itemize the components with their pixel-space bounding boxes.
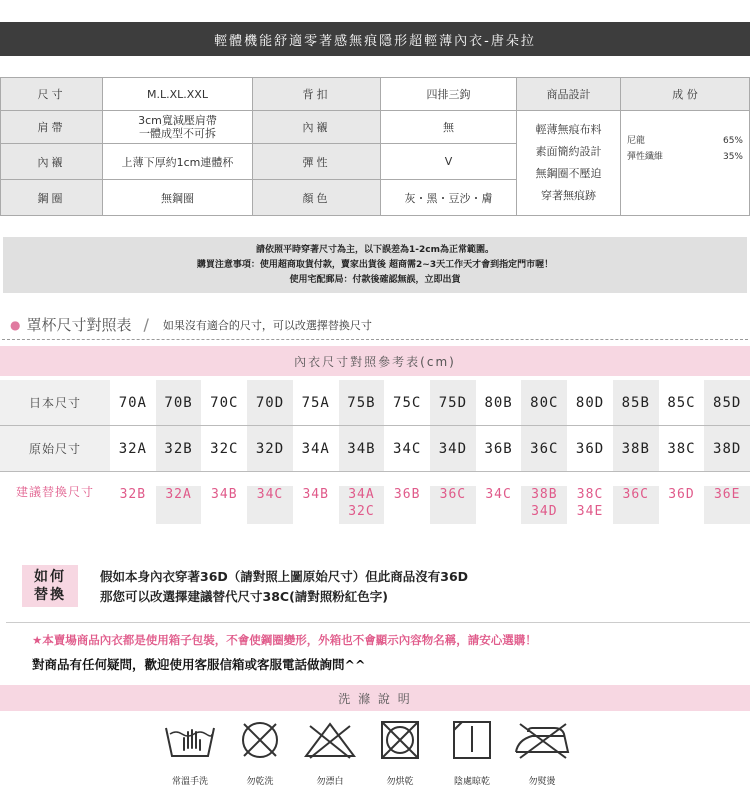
size-cells bbox=[110, 486, 750, 524]
spec-label: 顏色 bbox=[253, 180, 381, 216]
size-cell: 70D bbox=[247, 380, 293, 425]
dashed-divider bbox=[2, 339, 748, 340]
design-item: 無鋼圈不壓迫 bbox=[535, 167, 602, 180]
wash-title: 洗 滌 說 明 bbox=[0, 685, 750, 711]
size-cell: 34B bbox=[339, 426, 385, 471]
care-label: 勿漂白 bbox=[316, 777, 344, 787]
section-title: 罩杯尺寸對照表 bbox=[26, 316, 132, 334]
size-cell: 75B bbox=[339, 380, 385, 425]
spec-value: 無 bbox=[381, 111, 517, 144]
spec-label: 內襯 bbox=[253, 111, 381, 144]
size-cell: 36C bbox=[613, 486, 659, 524]
size-cell: 38C bbox=[667, 440, 696, 457]
no-bleach-icon bbox=[302, 720, 358, 760]
spec-value: 無鋼圈 bbox=[103, 180, 253, 216]
size-cell: 75A bbox=[301, 394, 330, 411]
size-row-jp bbox=[0, 380, 750, 426]
size-cell: 80C bbox=[521, 380, 567, 425]
size-cell: 38C 34E bbox=[576, 487, 604, 519]
size-cell: 85B bbox=[613, 380, 659, 425]
size-row-alt bbox=[0, 472, 750, 524]
size-cell: 36D bbox=[575, 440, 605, 457]
care-item bbox=[160, 720, 220, 787]
contact-note: 對商品有任何疑問，歡迎使用客服信箱或客服電話做詢問^^ bbox=[32, 657, 366, 672]
spec-value: 四排三鉤 bbox=[381, 78, 517, 111]
spec-label: 尺寸 bbox=[1, 78, 103, 111]
design-item: 素面簡約設計 bbox=[535, 145, 602, 158]
size-cell: 80B bbox=[484, 394, 513, 411]
size-cell: 75D bbox=[430, 380, 476, 425]
shade-dry-icon bbox=[450, 720, 494, 760]
spec-value-line: 3cm寬減壓肩帶 bbox=[138, 114, 217, 127]
size-table bbox=[0, 380, 750, 524]
design-header: 商品設計 bbox=[517, 78, 621, 111]
design-item: 輕薄無痕布料 bbox=[535, 123, 602, 136]
how-to-line: 那您可以改選擇建議替代尺寸38C(請對照粉紅色字) bbox=[100, 589, 388, 604]
section-subtitle: 如果沒有適合的尺寸，可以改選擇替換尺寸 bbox=[162, 318, 372, 332]
care-label: 勿乾洗 bbox=[246, 777, 274, 787]
size-cell: 34B bbox=[302, 487, 329, 502]
care-label: 勿熨燙 bbox=[528, 777, 556, 787]
size-row-orig bbox=[0, 426, 750, 472]
purchase-notice bbox=[3, 237, 747, 293]
size-cell: 32A bbox=[156, 486, 202, 524]
size-cell: 75C bbox=[393, 394, 422, 411]
design-item: 穿著無痕跡 bbox=[541, 189, 596, 202]
care-item bbox=[512, 720, 572, 787]
no-iron-icon bbox=[512, 720, 572, 760]
care-label: 陰處晾乾 bbox=[453, 777, 490, 787]
row-label: 日本尺寸 bbox=[0, 380, 110, 425]
no-dry-clean-icon bbox=[238, 720, 282, 760]
size-cell: 36C bbox=[521, 426, 567, 471]
size-cell: 38B bbox=[613, 426, 659, 471]
size-cell: 38B 34D bbox=[521, 486, 567, 524]
packaging-note: ★本賣場商品內衣都是使用箱子包裝，不會使鋼圈變形，外箱也不會顯示內容物名稱，請安心選購！ bbox=[32, 633, 537, 647]
care-label: 勿烘乾 bbox=[386, 777, 414, 787]
size-cell: 70C bbox=[210, 394, 239, 411]
row-label: 建議替換尺寸 bbox=[0, 472, 110, 510]
size-cell: 38D bbox=[704, 426, 750, 471]
spec-label: 背扣 bbox=[253, 78, 381, 111]
how-to-text bbox=[100, 567, 468, 607]
spec-value: M.L.XL.XXL bbox=[103, 78, 253, 111]
composition-list bbox=[621, 111, 750, 216]
how-to-line: 假如本身內衣穿著36D（請對照上圖原始尺寸）但此商品沒有36D bbox=[100, 569, 469, 584]
size-cells bbox=[110, 380, 750, 425]
spec-table bbox=[0, 77, 750, 216]
spec-value-line: 一體成型不可拆 bbox=[139, 127, 216, 140]
size-cells bbox=[110, 426, 750, 471]
care-item bbox=[370, 720, 430, 787]
size-cell: 34D bbox=[430, 426, 476, 471]
notice-line: 購買注意事項：使用超商取貨付款，賣家出貨後 超商需2~3天工作天才會到指定門市喔！ bbox=[196, 260, 554, 270]
size-cell: 85C bbox=[667, 394, 696, 411]
spec-value: 上薄下厚約1cm連體杯 bbox=[103, 144, 253, 180]
hand-wash-icon bbox=[162, 720, 218, 760]
size-cell: 34C bbox=[485, 487, 512, 502]
notice-line: 請依照平時穿著尺寸為主，以下誤差為1-2cm為正常範圍。 bbox=[256, 245, 494, 255]
size-cell: 32B bbox=[156, 426, 202, 471]
spec-label: 彈性 bbox=[253, 144, 381, 180]
size-cell: 32A bbox=[118, 440, 147, 457]
care-item bbox=[230, 720, 290, 787]
notice-line: 使用宅配郵局：付款後確認無誤，立即出貨 bbox=[289, 275, 461, 285]
composition-row: 彈性纖維 35% bbox=[627, 152, 743, 162]
size-cell: 80D bbox=[575, 394, 605, 411]
spec-label: 肩帶 bbox=[1, 111, 103, 144]
composition-header: 成 份 bbox=[621, 78, 750, 111]
divider-line bbox=[6, 622, 750, 623]
size-cell: 32C bbox=[210, 440, 239, 457]
spec-label: 鋼圈 bbox=[1, 180, 103, 216]
how-to-badge: 如何 替換 bbox=[22, 565, 78, 607]
size-cell: 36D bbox=[668, 487, 695, 502]
divider-slash: / bbox=[143, 315, 149, 334]
size-cell: 36B bbox=[393, 487, 421, 502]
size-cell: 34A 32C bbox=[339, 486, 385, 524]
size-table-title: 內衣尺寸對照參考表(cm) bbox=[0, 346, 750, 376]
size-cell: 36E bbox=[704, 486, 750, 524]
size-cell: 85D bbox=[704, 380, 750, 425]
care-label: 常溫手洗 bbox=[171, 777, 208, 787]
size-cell: 32D bbox=[247, 426, 293, 471]
section-heading bbox=[10, 314, 372, 335]
spec-label: 內襯 bbox=[1, 144, 103, 180]
size-cell: 70B bbox=[156, 380, 202, 425]
size-cell: 70A bbox=[118, 394, 147, 411]
size-cell: 34B bbox=[211, 487, 238, 502]
spec-value: V bbox=[381, 144, 517, 180]
composition-row: 尼龍 65% bbox=[627, 136, 743, 146]
size-cell: 36C bbox=[430, 486, 476, 524]
row-label: 原始尺寸 bbox=[0, 426, 110, 471]
size-cell: 32B bbox=[119, 487, 147, 502]
size-cell: 34A bbox=[301, 440, 330, 457]
bullet-dot-icon: ● bbox=[10, 317, 21, 332]
spec-value: 灰・黑・豆沙・膚 bbox=[381, 180, 517, 216]
product-title-banner: 輕體機能舒適零著感無痕隱形超輕薄內衣-唐朵拉 bbox=[0, 22, 750, 56]
design-list bbox=[517, 111, 621, 216]
no-tumble-dry-icon bbox=[378, 720, 422, 760]
spec-value bbox=[103, 111, 253, 144]
care-item bbox=[300, 720, 360, 787]
size-cell: 36B bbox=[484, 440, 513, 457]
care-item bbox=[442, 720, 502, 787]
size-cell: 34C bbox=[393, 440, 422, 457]
size-cell: 34C bbox=[247, 486, 293, 524]
